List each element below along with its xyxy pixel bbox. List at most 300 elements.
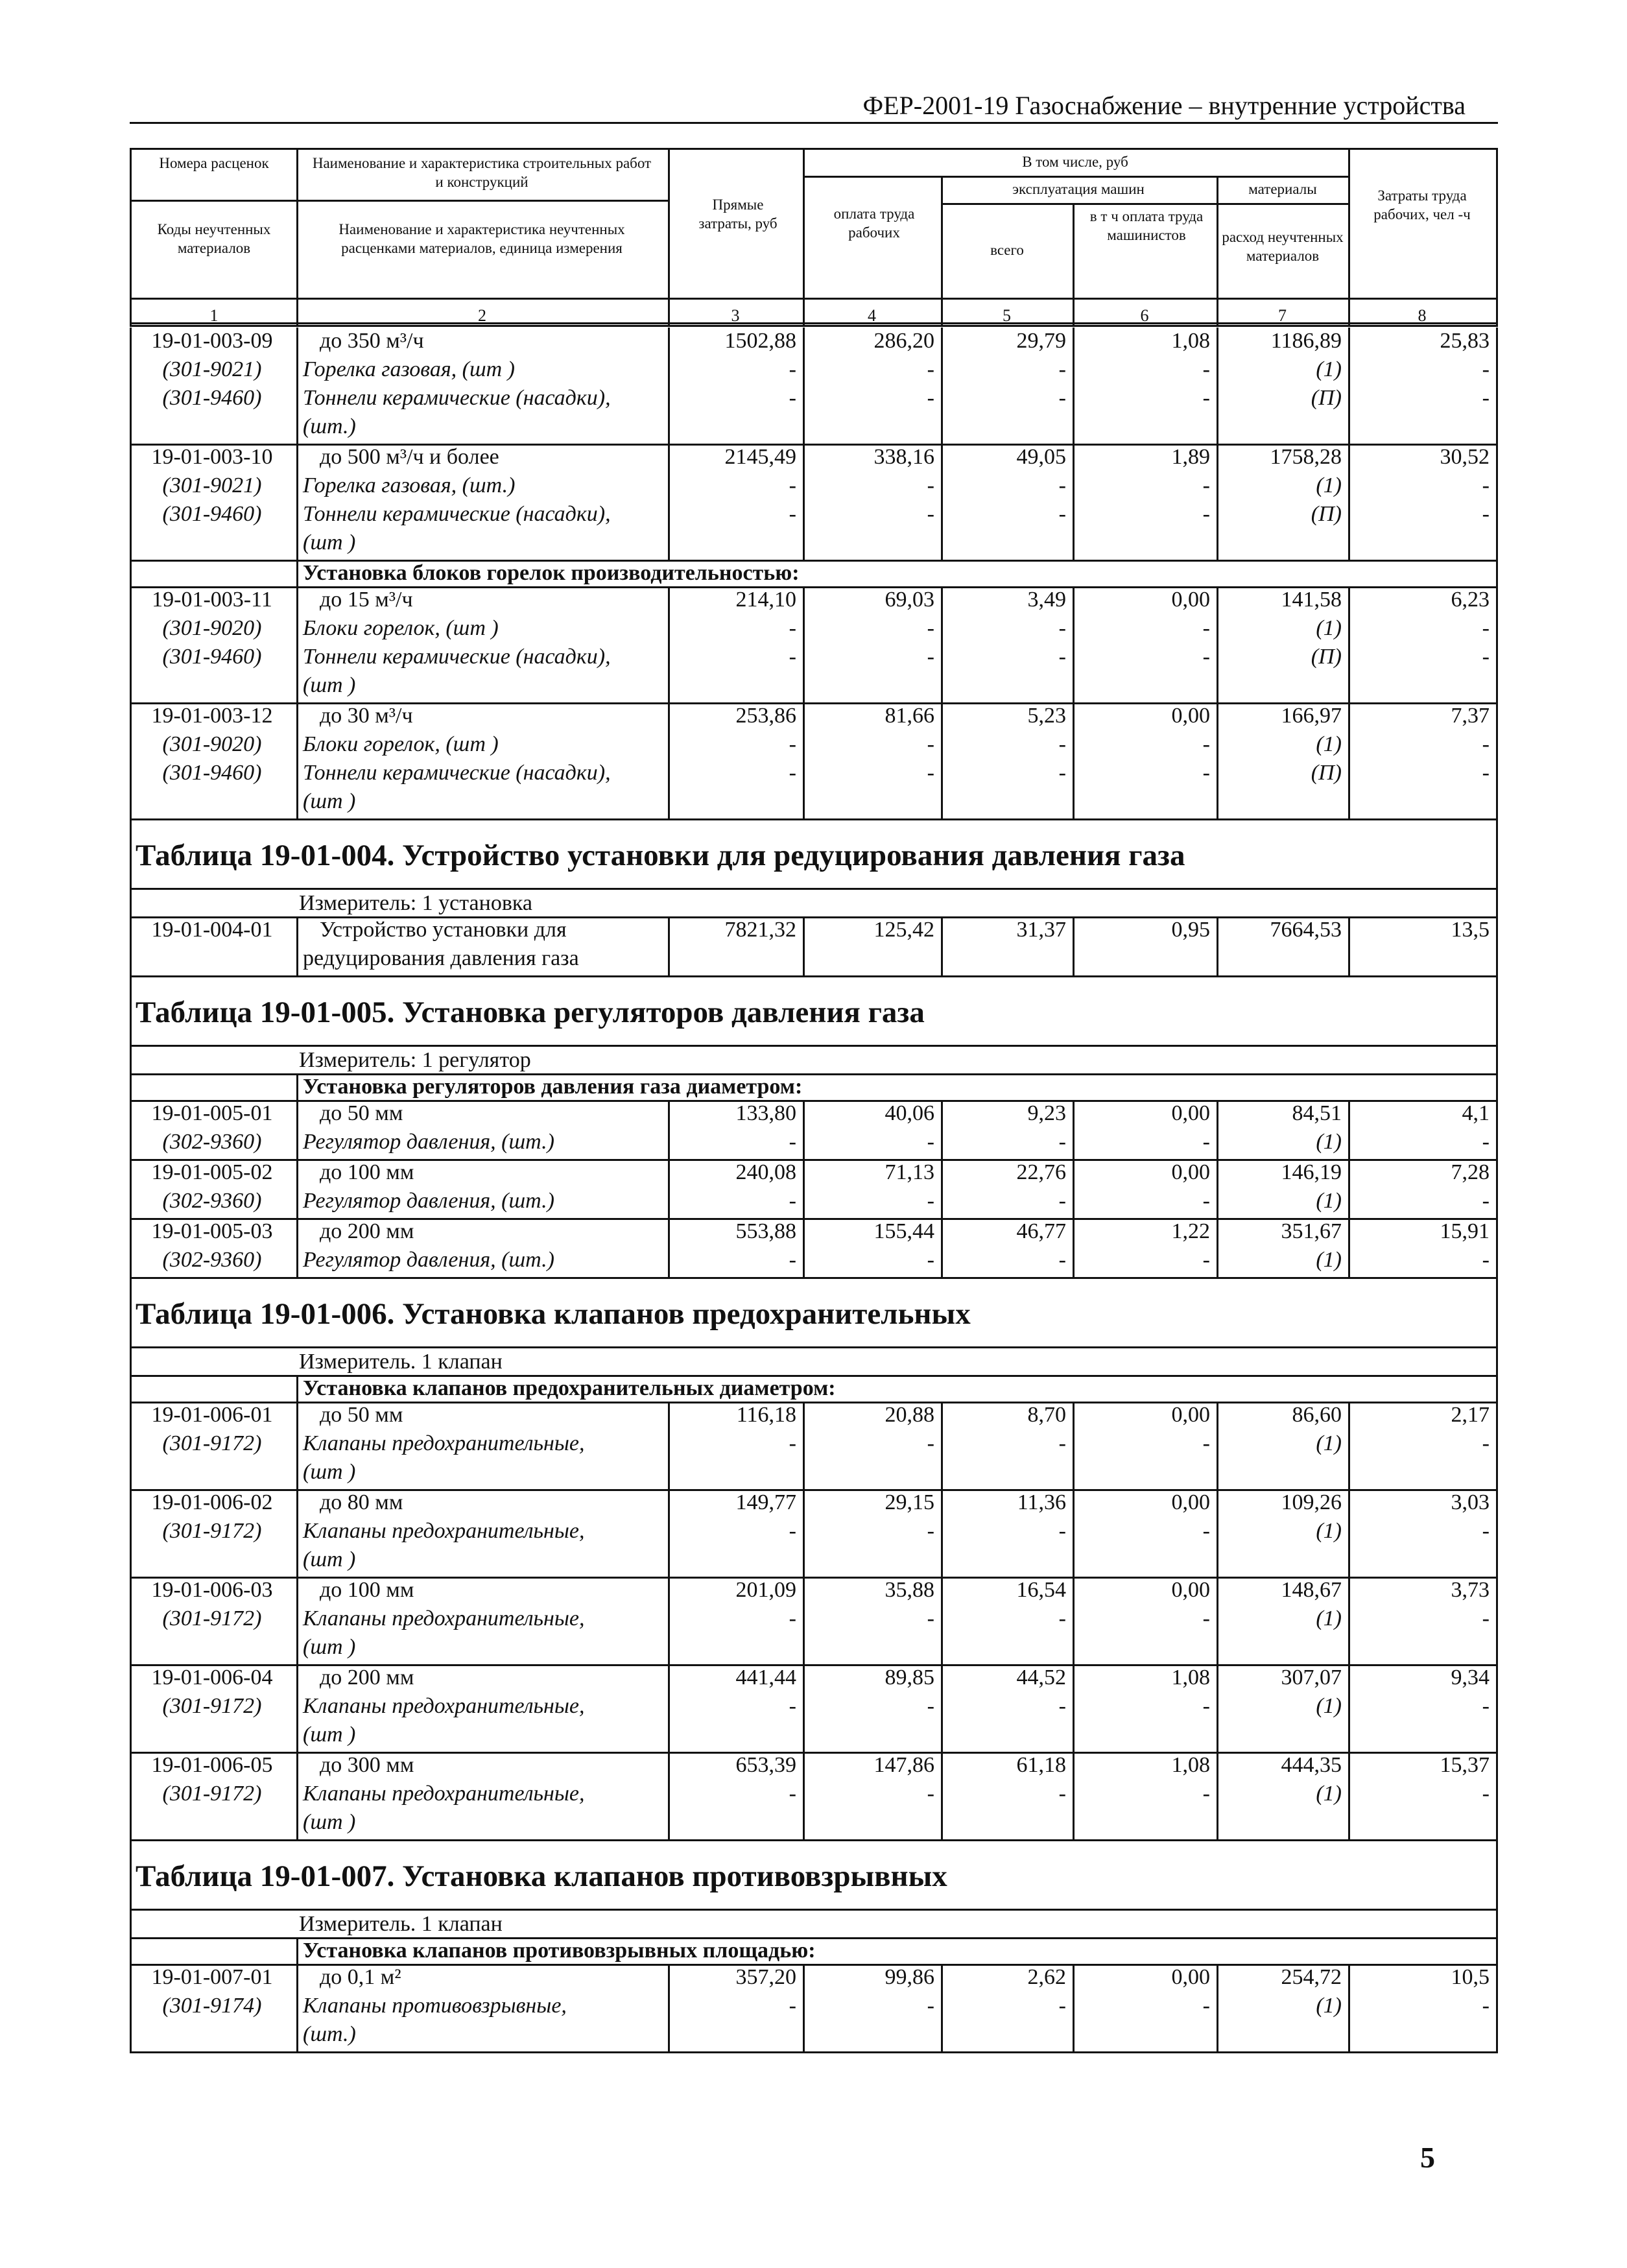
cell-hours: 9,34: [1451, 1665, 1490, 1689]
cell-mat: 444,35: [1281, 1753, 1342, 1777]
cell-mach-labor: -: [1202, 761, 1210, 785]
cell-mach-labor: 1,08: [1171, 1753, 1210, 1777]
cell-mach-labor: 0,00: [1171, 704, 1210, 728]
cell-mach: 5,23: [1027, 704, 1066, 728]
col-divider: [1217, 1664, 1218, 1752]
cell-labor: 20,88: [885, 1403, 934, 1427]
group-header: В том числе, руб: [1022, 154, 1128, 170]
cell-direct: 253,86: [735, 704, 796, 728]
col-divider: [803, 1100, 805, 1159]
cell-direct: -: [789, 1189, 796, 1213]
cell-mach: 31,37: [1016, 918, 1066, 942]
col-divider: [1217, 176, 1218, 322]
table-row: [132, 789, 1496, 818]
cell-hours: -: [1482, 1782, 1490, 1806]
cell-hours: -: [1482, 1189, 1490, 1213]
row-name: (шт.): [303, 2022, 356, 2046]
cell-mat: 166,97: [1281, 704, 1342, 728]
col-divider: [668, 702, 670, 818]
row-name: (шт ): [303, 1460, 356, 1484]
cell-hours: -: [1482, 645, 1490, 669]
row-code: (301-9174): [162, 1994, 262, 2018]
row-name: Тоннели керамические (насадки),: [303, 386, 611, 410]
col-divider: [1348, 1218, 1350, 1277]
cell-direct: -: [789, 1994, 796, 2018]
table-row: [132, 1519, 1496, 1547]
col-divider: [1348, 702, 1350, 818]
col-divider: [668, 1664, 670, 1752]
row-code: (301-9021): [162, 357, 262, 381]
cell-labor: 81,66: [885, 704, 934, 728]
table-row: [132, 1665, 1496, 1694]
cell-hours: 10,5: [1451, 1965, 1490, 1989]
page-number: 5: [1420, 2141, 1435, 2174]
col-divider: [1217, 1964, 1218, 2051]
cell-mat: 307,07: [1281, 1665, 1342, 1689]
cell-mach-labor: 1,22: [1171, 1219, 1210, 1243]
row-code: 19-01-006-03: [151, 1578, 273, 1602]
row-name: Регулятор давления, (шт.): [303, 1130, 554, 1154]
cell-hours: 3,03: [1451, 1490, 1490, 1514]
row-name: (шт ): [303, 673, 356, 697]
cell-labor: 338,16: [873, 445, 934, 469]
cell-labor: -: [927, 1130, 934, 1154]
col-divider: [1073, 1752, 1075, 1839]
cell-mach-labor: -: [1202, 1431, 1210, 1455]
col-divider: [941, 1577, 943, 1664]
row-code: (301-9172): [162, 1519, 262, 1543]
cell-hours: 7,37: [1451, 704, 1490, 728]
col-divider: [1073, 444, 1075, 560]
table-title-row: [130, 1839, 1498, 1911]
col-divider: [941, 1489, 943, 1577]
cell-mach-labor: 1,08: [1171, 329, 1210, 353]
cell-labor: 147,86: [873, 1753, 934, 1777]
cell-hours: 15,91: [1440, 1219, 1490, 1243]
col-divider: [1217, 1577, 1218, 1664]
row-code: 19-01-007-01: [151, 1965, 273, 1989]
cell-mach-labor: 1,08: [1171, 1665, 1210, 1689]
col-divider: [803, 1964, 805, 2051]
table-row: [132, 918, 1496, 946]
row-name: до 300 мм: [320, 1753, 414, 1777]
cell-mat: (1): [1316, 1606, 1342, 1630]
cell-labor: -: [927, 732, 934, 756]
table-row: [132, 414, 1496, 443]
table-row: [132, 1994, 1496, 2022]
section-heading-row: [130, 1375, 1498, 1403]
cell-labor: 99,86: [885, 1965, 934, 1989]
cell-labor: 40,06: [885, 1101, 934, 1125]
cell-direct: 201,09: [735, 1578, 796, 1602]
table-row: [132, 1694, 1496, 1723]
cell-mach: 49,05: [1016, 445, 1066, 469]
row-name: до 30 м³/ч: [320, 704, 413, 728]
cell-direct: 214,10: [735, 588, 796, 612]
col-divider: [803, 150, 805, 322]
row-name: Блоки горелок, (шт ): [303, 616, 499, 640]
cell-mat: (П): [1311, 645, 1342, 669]
cell-labor: -: [927, 645, 934, 669]
cell-mach: -: [1058, 386, 1066, 410]
row-code: (301-9020): [162, 732, 262, 756]
cell-mach: 61,18: [1016, 1753, 1066, 1777]
col-divider: [296, 702, 298, 818]
cell-mat: 141,58: [1281, 588, 1342, 612]
cell-labor: -: [927, 761, 934, 785]
cell-labor: -: [927, 1782, 934, 1806]
cell-hours: -: [1482, 1694, 1490, 1718]
col-divider: [296, 150, 298, 322]
row-code: (301-9460): [162, 502, 262, 526]
table-row-group: [130, 916, 1498, 977]
table-row: [132, 329, 1496, 357]
col-divider: [296, 586, 298, 702]
col-number: 1: [209, 306, 219, 325]
col-divider: [1073, 1159, 1075, 1218]
table-row: [132, 502, 1496, 531]
col-divider: [941, 1402, 943, 1489]
cell-mach-labor: -: [1202, 1519, 1210, 1543]
col-divider: [803, 586, 805, 702]
col3-header: Прямые затраты, руб: [698, 197, 778, 232]
col-divider: [296, 1664, 298, 1752]
measure-unit-row: [130, 890, 1498, 918]
row-code: 19-01-004-01: [151, 918, 273, 942]
cell-mat: (1): [1316, 616, 1342, 640]
row-code: (301-9172): [162, 1782, 262, 1806]
col-divider: [1348, 1964, 1350, 2051]
cell-mach: 9,23: [1027, 1101, 1066, 1125]
col-divider: [941, 1218, 943, 1277]
col-divider: [941, 1100, 943, 1159]
table-row-group: [130, 1577, 1498, 1666]
cell-mach-labor: -: [1202, 473, 1210, 497]
cell-mach: 8,70: [1027, 1403, 1066, 1427]
cell-mach-labor: 0,00: [1171, 1578, 1210, 1602]
cell-mat: (1): [1316, 1130, 1342, 1154]
table-row: [132, 1189, 1496, 1217]
cell-mach: 11,36: [1017, 1490, 1066, 1514]
cell-mach-labor: -: [1202, 357, 1210, 381]
row-code: 19-01-005-02: [151, 1160, 273, 1184]
row-code: 19-01-006-02: [151, 1490, 273, 1514]
table-row: [132, 1219, 1496, 1248]
cell-mat: 86,60: [1292, 1403, 1342, 1427]
row-name: (шт ): [303, 531, 356, 555]
row-name: до 100 мм: [320, 1578, 414, 1602]
measure-unit-row: [130, 1047, 1498, 1075]
cell-mat: (1): [1316, 732, 1342, 756]
row-name: до 50 мм: [320, 1101, 403, 1125]
table-row: [132, 1810, 1496, 1839]
col-divider: [668, 444, 670, 560]
cell-mat: (1): [1316, 1519, 1342, 1543]
cell-hours: -: [1482, 616, 1490, 640]
cell-mach-labor: 0,00: [1171, 1403, 1210, 1427]
col6-header: в т ч оплата труда машинистов: [1089, 208, 1204, 243]
cell-mach-labor: 0,95: [1171, 918, 1210, 942]
cell-labor: 71,13: [885, 1160, 934, 1184]
cell-mach: 46,77: [1016, 1219, 1066, 1243]
col-divider: [1348, 328, 1350, 444]
table-row: [132, 445, 1496, 473]
col2-top-header: Наименование и характеристика строительных работ и конструкций: [312, 155, 652, 190]
cell-direct: -: [789, 1782, 796, 1806]
cell-mat: (1): [1316, 1431, 1342, 1455]
cell-hours: -: [1482, 1248, 1490, 1272]
cell-mach: -: [1058, 1994, 1066, 2018]
cell-hours: -: [1482, 1606, 1490, 1630]
table-row-group: [130, 702, 1498, 820]
document-title: ФЕР-2001-19 Газоснабжение – внутренние устройства: [862, 91, 1466, 120]
row-code: 19-01-003-11: [152, 588, 272, 612]
col-divider: [1073, 1664, 1075, 1752]
cell-direct: -: [789, 1519, 796, 1543]
cell-hours: -: [1482, 1130, 1490, 1154]
cell-mach: 3,49: [1027, 588, 1066, 612]
cell-mat: 7664,53: [1270, 918, 1342, 942]
table-row: [132, 1403, 1496, 1431]
cell-hours: 30,52: [1440, 445, 1490, 469]
cell-mat: 351,67: [1281, 1219, 1342, 1243]
row-code: (302-9360): [162, 1248, 262, 1272]
table-row-group: [130, 1489, 1498, 1579]
cell-labor: -: [927, 357, 934, 381]
col-divider: [803, 702, 805, 818]
table-title: Таблица 19-01-006. Установка клапанов предохранительных: [136, 1297, 971, 1331]
col-divider: [1348, 916, 1350, 975]
cell-mach-labor: -: [1202, 1782, 1210, 1806]
cell-mach-labor: -: [1202, 1130, 1210, 1154]
col-divider: [803, 444, 805, 560]
cell-labor: 155,44: [873, 1219, 934, 1243]
cell-direct: -: [789, 357, 796, 381]
col-divider: [668, 1577, 670, 1664]
table-row-group: [130, 586, 1498, 704]
cell-mach: -: [1058, 473, 1066, 497]
cell-direct: -: [789, 502, 796, 526]
divider: [132, 298, 1496, 300]
cell-mach-labor: 0,00: [1171, 588, 1210, 612]
table-row: [132, 1160, 1496, 1189]
table-row-group: [130, 1752, 1498, 1841]
col-divider: [668, 1489, 670, 1577]
table-row: [132, 704, 1496, 732]
cell-mach: 22,76: [1016, 1160, 1066, 1184]
col-divider: [1217, 1752, 1218, 1839]
col-divider: [1348, 1489, 1350, 1577]
section-heading-row: [130, 1937, 1498, 1966]
table-row: [132, 616, 1496, 645]
col-divider: [941, 1752, 943, 1839]
table-header: [130, 148, 1498, 324]
row-name: Тоннели керамические (насадки),: [303, 645, 611, 669]
col7-header: расход неучтенных материалов: [1222, 229, 1344, 264]
col-divider: [1217, 586, 1218, 702]
cell-direct: 116,18: [736, 1403, 796, 1427]
table-row: [132, 386, 1496, 414]
col-divider: [296, 560, 298, 586]
table-row: [132, 1460, 1496, 1488]
table-row: [132, 1431, 1496, 1460]
table-row: [132, 1606, 1496, 1635]
col-divider: [296, 1100, 298, 1159]
row-code: 19-01-005-03: [151, 1219, 273, 1243]
col-divider: [296, 1489, 298, 1577]
col-divider: [1217, 1218, 1218, 1277]
table-row-group: [130, 1964, 1498, 2053]
row-name: до 80 мм: [320, 1490, 403, 1514]
measure-unit-row: [130, 1348, 1498, 1377]
col-divider: [1073, 1100, 1075, 1159]
col8-header: Затраты труда рабочих, чел -ч: [1373, 187, 1471, 222]
row-name: до 200 мм: [320, 1219, 414, 1243]
col-divider: [668, 1752, 670, 1839]
col-divider: [803, 1218, 805, 1277]
cell-mach-labor: -: [1202, 386, 1210, 410]
cell-mach: -: [1058, 1782, 1066, 1806]
cell-labor: -: [927, 386, 934, 410]
cell-hours: -: [1482, 761, 1490, 785]
col-divider: [941, 586, 943, 702]
col-divider: [668, 916, 670, 975]
row-code: (301-9020): [162, 616, 262, 640]
col-divider: [1348, 1752, 1350, 1839]
section-heading: Установка клапанов предохранительных диаметром:: [303, 1376, 836, 1400]
cell-mach-labor: -: [1202, 1994, 1210, 2018]
table-row: [132, 473, 1496, 502]
cell-mach: 16,54: [1016, 1578, 1066, 1602]
row-name: Клапаны предохранительные,: [303, 1694, 585, 1718]
cell-direct: 357,20: [735, 1965, 796, 1989]
table-row-group: [130, 1664, 1498, 1754]
table-row: [132, 645, 1496, 673]
cell-direct: 149,77: [735, 1490, 796, 1514]
table-title: Таблица 19-01-007. Установка клапанов противовзрывных: [136, 1859, 947, 1893]
col-divider: [1217, 1100, 1218, 1159]
cell-mach-labor: -: [1202, 1189, 1210, 1213]
cell-direct: 553,88: [735, 1219, 796, 1243]
row-name: Клапаны противовзрывные,: [303, 1994, 567, 2018]
divider: [803, 176, 1348, 178]
col-divider: [803, 1159, 805, 1218]
col-divider: [296, 1375, 298, 1402]
cell-mat: (П): [1311, 386, 1342, 410]
cell-direct: 7821,32: [724, 918, 796, 942]
table-row-group: [130, 1100, 1498, 1161]
cell-hours: 6,23: [1451, 588, 1490, 612]
col-divider: [1073, 1964, 1075, 2051]
col-divider: [1348, 1577, 1350, 1664]
cell-mach: -: [1058, 761, 1066, 785]
row-name: Регулятор давления, (шт.): [303, 1248, 554, 1272]
col-divider: [296, 444, 298, 560]
cell-mach-labor: 0,00: [1171, 1101, 1210, 1125]
cell-labor: -: [927, 502, 934, 526]
col-divider: [803, 1402, 805, 1489]
row-code: 19-01-005-01: [151, 1101, 273, 1125]
cell-mach: 29,79: [1016, 329, 1066, 353]
col-divider: [296, 1073, 298, 1100]
col-divider: [803, 328, 805, 444]
col-divider: [941, 1964, 943, 2051]
cell-hours: -: [1482, 1431, 1490, 1455]
row-name: до 50 мм: [320, 1403, 403, 1427]
cell-hours: -: [1482, 473, 1490, 497]
row-name: до 0,1 м²: [320, 1965, 401, 1989]
row-name: редуцирования давления газа: [303, 946, 579, 970]
row-code: 19-01-003-09: [151, 329, 273, 353]
cell-mach: -: [1058, 732, 1066, 756]
table-row: [132, 1547, 1496, 1576]
col-number: 8: [1418, 306, 1427, 325]
col-divider: [941, 176, 943, 322]
cell-hours: 15,37: [1440, 1753, 1490, 1777]
col-divider: [1217, 1159, 1218, 1218]
cell-mach: -: [1058, 357, 1066, 381]
row-code: 19-01-006-04: [151, 1665, 273, 1689]
row-code: (301-9460): [162, 386, 262, 410]
cell-direct: -: [789, 761, 796, 785]
cell-direct: -: [789, 1130, 796, 1154]
cell-labor: -: [927, 1694, 934, 1718]
cell-mach: -: [1058, 1431, 1066, 1455]
cell-mach-labor: -: [1202, 645, 1210, 669]
cell-labor: -: [927, 1248, 934, 1272]
col5-header: всего: [990, 242, 1024, 258]
row-code: (301-9460): [162, 645, 262, 669]
cell-labor: -: [927, 1606, 934, 1630]
table-row: [132, 531, 1496, 559]
cell-direct: 2145,49: [724, 445, 796, 469]
cell-mat: 146,19: [1281, 1160, 1342, 1184]
cell-hours: -: [1482, 732, 1490, 756]
row-name: до 350 м³/ч: [320, 329, 424, 353]
cell-direct: 240,08: [735, 1160, 796, 1184]
row-name: Горелка газовая, (шт ): [303, 357, 515, 381]
cell-mat: (1): [1316, 357, 1342, 381]
col-divider: [1348, 1159, 1350, 1218]
cell-labor: 35,88: [885, 1578, 934, 1602]
row-name: до 15 м³/ч: [320, 588, 413, 612]
cell-direct: -: [789, 645, 796, 669]
col-divider: [1073, 586, 1075, 702]
col-number: 7: [1278, 306, 1287, 325]
col-divider: [296, 1159, 298, 1218]
col-divider: [296, 916, 298, 975]
table-row: [132, 357, 1496, 386]
table-row: [132, 732, 1496, 761]
table-row: [132, 1248, 1496, 1276]
col-divider: [668, 328, 670, 444]
cell-direct: -: [789, 1248, 796, 1272]
col-divider: [1217, 1489, 1218, 1577]
cell-labor: -: [927, 1994, 934, 2018]
col-divider: [803, 1577, 805, 1664]
table-row: [132, 1490, 1496, 1519]
machines-header: эксплуатация машин: [1012, 181, 1145, 197]
cell-mat: (П): [1311, 502, 1342, 526]
cell-direct: -: [789, 732, 796, 756]
col-divider: [296, 1752, 298, 1839]
col-divider: [296, 1577, 298, 1664]
col-divider: [941, 916, 943, 975]
cell-mat: (1): [1316, 1782, 1342, 1806]
table-row-group: [130, 328, 1498, 446]
row-name: Регулятор давления, (шт.): [303, 1189, 554, 1213]
row-name: до 100 мм: [320, 1160, 414, 1184]
